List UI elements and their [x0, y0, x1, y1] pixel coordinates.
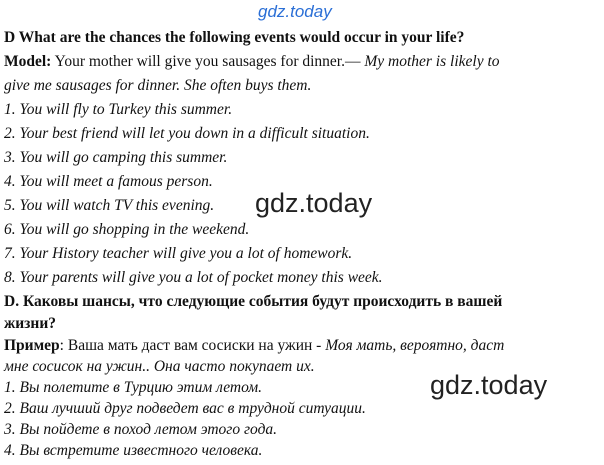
english-heading: D What are the chances the following events would occur in your life? — [4, 29, 465, 46]
russian-example-line-2: мне сосисок на ужин.. Она часто покупает их. — [4, 358, 315, 375]
watermark-middle: gdz.today — [255, 188, 373, 218]
model-answer-part-1: My mother is likely to — [364, 53, 500, 70]
example-answer-part-1: Моя мать, вероятно, даст — [325, 337, 505, 354]
english-item-1: 1. You will fly to Turkey this summer. — [4, 101, 233, 118]
english-item-6: 6. You will go shopping in the weekend. — [4, 221, 250, 238]
russian-item-1: 1. Вы полетите в Турцию этим летом. — [4, 379, 263, 396]
watermark-top: gdz.today — [258, 2, 332, 21]
russian-item-3: 3. Вы пойдете в поход летом этого года. — [4, 421, 278, 438]
english-item-7: 7. Your History teacher will give you a lot of homework. — [4, 245, 353, 262]
russian-item-4: 4. Вы встретите известного человека. — [4, 442, 263, 459]
english-model-line-1 — [4, 52, 500, 72]
english-item-3: 3. You will go camping this summer. — [4, 149, 228, 166]
english-model-line-2: give me sausages for dinner. She often buys them. — [4, 77, 312, 94]
russian-heading-line-2: жизни? — [4, 315, 57, 332]
english-item-2: 2. Your best friend will let you down in a difficult situation. — [4, 125, 370, 142]
english-item-5: 5. You will watch TV this evening. — [4, 197, 215, 214]
russian-item-2: 2. Ваш лучший друг подведет вас в трудной ситуации. — [4, 400, 366, 417]
russian-heading-line-1: D. Каковы шансы, что следующие события будут происходить в вашей — [4, 293, 503, 310]
english-item-4: 4. You will meet a famous person. — [4, 173, 213, 190]
russian-example-line-1 — [4, 336, 504, 356]
model-text: Your mother will give you sausages for dinner.— — [54, 53, 365, 70]
english-item-8: 8. Your parents will give you a lot of pocket money this week. — [4, 269, 383, 286]
watermark-lower: gdz.today — [430, 370, 548, 400]
model-label: Model: — [4, 53, 52, 70]
example-text: : Ваша мать даст вам сосиски на ужин - — [59, 337, 326, 354]
example-label: Пример — [4, 337, 60, 354]
